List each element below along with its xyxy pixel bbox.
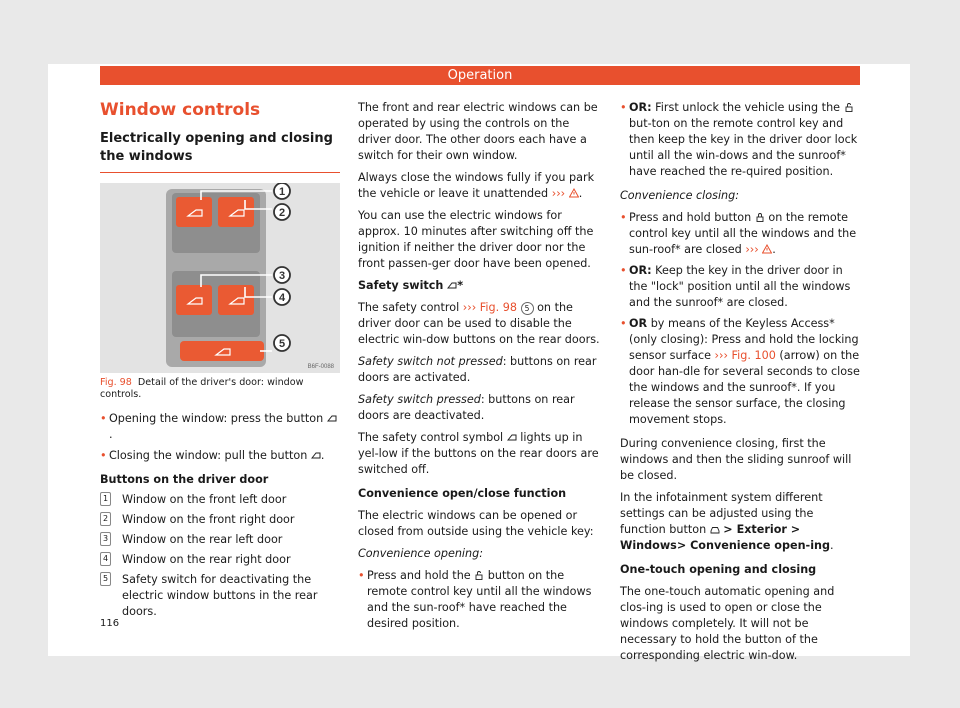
window-controls-illustration xyxy=(100,183,340,373)
safety-symbol-icon xyxy=(507,432,517,442)
bullet-or-keyless: • OR by means of the Keyless Access* (only closing): Press and hold the locking sensor surface ››› Fig. 100 (arrow) on the door han-dle for several seconds to close the windows and the sunroof*. If you release the sensor surface, the closing movement stops. xyxy=(620,316,860,428)
bullet-convenience-close: • Press and hold button on the remote control key until all the windows and the sun-roof* are closed ››› . xyxy=(620,210,860,258)
one-touch-heading: One-touch opening and closing xyxy=(620,563,817,576)
paragraph: The electric windows can be opened or closed from outside using the vehicle key: xyxy=(358,509,594,538)
column-2 xyxy=(358,100,602,637)
figure-caption-text: Detail of the driver's door: window controls. xyxy=(100,377,304,400)
bullet-close-window: • Closing the window: pull the button . xyxy=(100,448,340,464)
paragraph: The safety control symbol lights up in yel-low if the buttons on the rear doors are switched off. xyxy=(358,431,599,476)
unlock-icon xyxy=(844,102,854,112)
paragraph: In the infotainment system different settings can be adjusted using the function button > Exterior > Windows> Convenience open-ing. xyxy=(620,491,834,552)
legend-item: 1 Window on the front left door xyxy=(100,492,340,508)
callout-3: 3 xyxy=(278,270,286,282)
figure-code: B6F-0088 xyxy=(307,364,334,370)
legend-item: 5 Safety switch for deactivating the electric window buttons in the rear doors. xyxy=(100,572,340,620)
convenience-closing-label: Convenience closing: xyxy=(620,189,740,202)
figure-label: Fig. 98 xyxy=(100,377,132,388)
convenience-opening-label: Convenience opening: xyxy=(358,547,484,560)
window-button-icon xyxy=(311,450,321,460)
car-icon xyxy=(710,524,720,534)
window-controls-figure xyxy=(100,183,340,373)
callout-1: 1 xyxy=(278,186,286,198)
page-number: 116 xyxy=(100,618,120,629)
bullet-or-unlock: • OR: First unlock the vehicle using the but-ton on the remote control key and then keep the key in the driver door lock until all the win-dows and the sunroof* have reached the re-quired position. xyxy=(620,100,860,180)
lock-icon xyxy=(755,212,765,222)
paragraph: The one-touch automatic opening and clos-ing is used to open or close the windows completely. It will not be necessary to hold the button of the corresponding electric win-dow. xyxy=(620,585,835,662)
convenience-heading: Convenience open/close function xyxy=(358,487,567,500)
figure-reference-link[interactable]: Fig. 100 xyxy=(731,349,776,362)
column-1 xyxy=(100,100,340,624)
column-3 xyxy=(620,100,860,670)
warning-icon xyxy=(569,188,579,198)
legend-item: 4 Window on the rear right door xyxy=(100,552,340,568)
legend-item: 2 Window on the front right door xyxy=(100,512,340,528)
paragraph: Safety switch not pressed: buttons on rear doors are activated. xyxy=(358,355,597,384)
safety-switch-heading: Safety switch * xyxy=(358,279,464,292)
paragraph: Safety switch pressed: buttons on rear doors are deactivated. xyxy=(358,393,575,422)
callout-2: 2 xyxy=(278,207,286,219)
page-title: Window controls xyxy=(100,100,261,120)
section-header: Operation xyxy=(100,66,860,85)
bullet-or-key-lock: • OR: Keep the key in the driver door in the "lock" position until all the windows and the sunroof* are closed. xyxy=(620,263,860,311)
buttons-heading: Buttons on the driver door xyxy=(100,473,269,486)
paragraph: The front and rear electric windows can be operated by using the controls on the driver door. The other doors each have a switch for their own window. xyxy=(358,101,598,162)
callout-4: 4 xyxy=(278,292,286,304)
warning-icon xyxy=(762,244,772,254)
paragraph: The safety control ››› Fig. 98 5 on the driver door can be used to disable the electric win-dow buttons on the rear doors. xyxy=(358,301,600,346)
window-button-icon xyxy=(327,413,337,423)
unlock-icon xyxy=(474,570,484,580)
bullet-convenience-open: • Press and hold the button on the remote control key until all the windows and the sun-roof* have reached the desired position. xyxy=(358,568,602,632)
paragraph: During convenience closing, first the windows and then the sliding sunroof will be closed. xyxy=(620,437,852,482)
legend-item: 3 Window on the rear left door xyxy=(100,532,340,548)
section-subtitle: Electrically opening and closing the windows xyxy=(100,130,340,173)
callout-5: 5 xyxy=(278,338,286,350)
legend-list xyxy=(100,492,340,620)
paragraph: You can use the electric windows for approx. 10 minutes after switching off the ignition if neither the driver door nor the front passen-ger door have been opened. xyxy=(358,209,594,270)
figure-reference-link[interactable]: Fig. 98 xyxy=(479,301,517,314)
bullet-open-window: • Opening the window: press the button . xyxy=(100,411,340,443)
figure-caption xyxy=(100,377,340,401)
paragraph: Always close the windows fully if you park the vehicle or leave it unattended ››› . xyxy=(358,171,595,200)
safety-switch-icon xyxy=(447,280,457,290)
